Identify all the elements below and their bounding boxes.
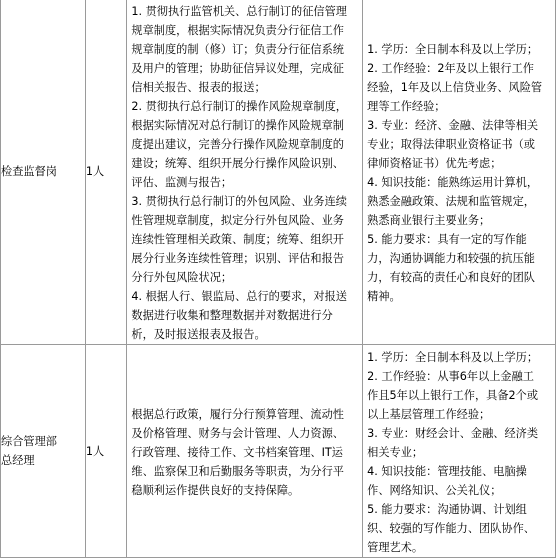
requirement-line: 力，有较高的责任心和良好的团队 bbox=[367, 270, 535, 284]
duty-line: 连续性管理相关政策、制度；统筹、组织开 bbox=[131, 232, 344, 246]
table-row bbox=[1, 0, 556, 345]
duty-line: 析，及时报送报表及报告。 bbox=[131, 327, 266, 341]
duty-line: 规章制度的制（修）订；负责分行征信系统 bbox=[131, 42, 344, 56]
requirement-line: 2. 工作经验：从事6年以上金融工 bbox=[367, 369, 534, 383]
headcount-cell: 1人 bbox=[85, 0, 127, 345]
duty-line: 行政管理、接待工作、文书档案管理、IT运 bbox=[131, 445, 343, 459]
duty-line: 3. 贯彻执行总行制订的外包风险、业务连续 bbox=[131, 194, 347, 208]
duty-line: 信相关报告、报表的报送； bbox=[131, 80, 266, 94]
requirement-line: 熟悉商业银行主要业务； bbox=[367, 213, 491, 227]
requirement-line: 4. 知识技能：管理技能、电脑操 bbox=[367, 464, 527, 478]
requirements-cell bbox=[363, 0, 556, 345]
duty-line: 及价格管理、财务与会计管理、人力资源、 bbox=[131, 426, 344, 440]
position-line: 综合管理部 bbox=[1, 435, 57, 448]
duty-line: 稳顺利运作提供良好的支持保障。 bbox=[131, 483, 300, 497]
requirement-line: 织、较强的写作能力、团队协作、 bbox=[367, 521, 535, 535]
requirement-line: 5. 能力要求：具有一定的写作能 bbox=[367, 232, 527, 246]
duty-line: 维、监察保卫和后勤服务等职责，为分行平 bbox=[131, 464, 344, 478]
duty-line: 1. 贯彻执行监管机关、总行制订的征信管理 bbox=[131, 4, 347, 18]
duties-cell bbox=[127, 345, 363, 558]
requirement-line: 1. 学历：全日制本科及以上学历； bbox=[367, 42, 539, 56]
duty-line: 建设；统筹、组织开展分行操作风险识别、 bbox=[131, 156, 344, 170]
requirement-line: 经验，1年及以上信贷业务、风险管 bbox=[367, 80, 543, 94]
requirement-line: 3. 专业：经济、金融、法律等相关 bbox=[367, 118, 539, 132]
requirement-line: 熟悉金融政策、法规和监管规定， bbox=[367, 194, 535, 208]
duty-line: 度提出建议，完善分行操作风险规章制度的 bbox=[131, 137, 344, 151]
requirement-line: 5. 能力要求：沟通协调、计划组 bbox=[367, 502, 527, 516]
requirements-cell bbox=[363, 345, 556, 558]
requirement-line: 2. 工作经验：2年及以上银行工作 bbox=[367, 61, 534, 75]
headcount-cell: 1人 bbox=[85, 345, 127, 558]
position-line: 总经理 bbox=[1, 454, 35, 467]
duty-line: 根据实际情况对总行制订的操作风险规章制 bbox=[131, 118, 344, 132]
requirement-line: 力，沟通协调能力和较强的抗压能 bbox=[367, 251, 535, 265]
requirement-line: 4. 知识技能：能熟练运用计算机， bbox=[367, 175, 539, 189]
position-cell bbox=[1, 345, 86, 558]
requirement-line: 理等工作经验； bbox=[367, 99, 446, 113]
duty-line: 及用户的管理；协助征信异议处理，完成征 bbox=[131, 61, 344, 75]
requirement-line: 以上基层管理工作经验； bbox=[367, 407, 491, 421]
requirement-line: 律师资格证书）优先考虑； bbox=[367, 156, 502, 170]
requirement-line: 精神。 bbox=[367, 289, 401, 303]
requirement-line: 1. 学历：全日制本科及以上学历； bbox=[367, 350, 539, 364]
duty-line: 4. 根据人行、银监局、总行的要求，对报送 bbox=[131, 289, 347, 303]
position-cell bbox=[1, 0, 86, 345]
requirement-line: 作、网络知识、公关礼仪； bbox=[367, 483, 502, 497]
duty-line: 评估、监测与报告； bbox=[131, 175, 233, 189]
duty-line: 展分行业务连续性管理；识别、评估和报告 bbox=[131, 251, 344, 265]
duty-line: 根据总行政策，履行分行预算管理、流动性 bbox=[131, 407, 344, 421]
duty-line: 数据进行收集和整理数据并对数据进行分 bbox=[131, 308, 333, 322]
requirement-line: 作且5年以上银行工作，具备2个或 bbox=[367, 388, 539, 402]
duty-line: 性管理规章制度，拟定分行外包风险、业务 bbox=[131, 213, 344, 227]
duties-cell bbox=[127, 0, 363, 345]
duty-line: 2. 贯彻执行总行制订的操作风险规章制度， bbox=[131, 99, 347, 113]
position-line: 检查监督岗 bbox=[1, 165, 57, 178]
requirement-line: 专业；取得法律职业资格证书（或 bbox=[367, 137, 535, 151]
requirement-line: 管理艺术。 bbox=[367, 540, 424, 554]
table-row bbox=[1, 345, 556, 558]
requirement-line: 3. 专业：财经会计、金融、经济类 bbox=[367, 426, 539, 440]
duty-line: 规章制度，根据实际情况负责分行征信工作 bbox=[131, 23, 344, 37]
duty-line: 分行外包风险状况； bbox=[131, 270, 233, 284]
requirement-line: 相关专业； bbox=[367, 445, 424, 459]
